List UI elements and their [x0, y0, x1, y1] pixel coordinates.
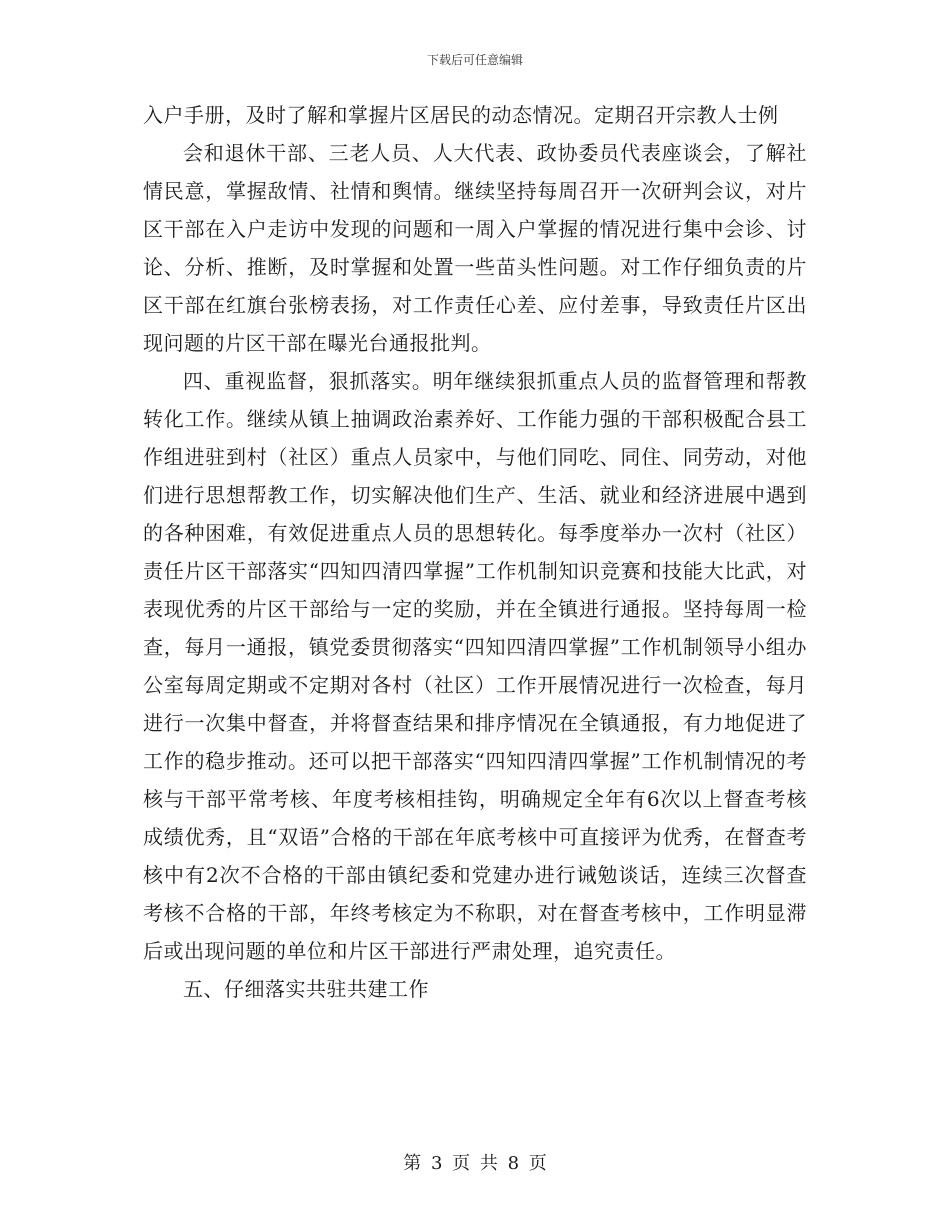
paragraph-section-five-heading: 五、仔细落实共驻共建工作 — [183, 977, 429, 1001]
paragraph-social-survey: 会和退休干部、三老人员、人大代表、政协委员代表座谈会，了解社情民意，掌握敌情、社情和舆情。继续坚持每周召开一次研判会议，对片区干部在入户走访中发现的问题和一周入户掌握的情况进行集中会诊、讨论、分析、推断，及时掌握和处置一些苗头性问题。对工作仔细负责的片区干部在红旗台张榜表扬，对工作责任心差、应付差事，导致责任片区出现问题的片区干部在曝光台通报批判。 — [143, 141, 807, 355]
page-header: 下载后可任意编辑 — [426, 53, 523, 67]
paragraph-section-four: 四、重视监督，狠抓落实。明年继续狠抓重点人员的监督管理和帮教转化工作。继续从镇上抽调政治素养好、工作能力强的干部积极配合县工作组进驻到村（社区）重点人员家中，与他们同吃、同住、同劳动，对他们进行思想帮教工作，切实解决他们生产、生活、就业和经济进展中遇到的各种困难，有效促进重点人员的思想转化。每季度举办一次村（社区）责任片区干部落实“四知四清四掌握”工作机制知识竞赛和技能大比武，对表现优秀的片区干部给与一定的奖励，并在全镇进行通报。坚持每周一检查，每月一通报，镇党委贯彻落实“四知四清四掌握”工作机制领导小组办公室每周定期或不定期对各村（社区）工作开展情况进行一次检查，每月进行一次集中督查，并将督查结果和排序情况在全镇通报，有力地促进了工作的稳步推动。还可以把干部落实“四知四清四掌握”工作机制情况的考核与干部平常考核、年度考核相挂钩，明确规定全年有6次以上督查考核成绩优秀，且“双语”合格的干部在年底考核中可直接评为优秀，在督查考核中有2次不合格的干部由镇纪委和党建办进行诫勉谈话，连续三次督查考核不合格的干部，年终考核定为不称职，对在督查考核中，工作明显滞后或出现问题的单位和片区干部进行严肃处理，追究责任。 — [143, 369, 807, 963]
paragraph-continuation: 入户手册，及时了解和掌握片区居民的动态情况。定期召开宗教人士例 — [143, 103, 779, 127]
page-number: 第 3 页 共 8 页 — [403, 1153, 547, 1174]
document-body — [143, 96, 807, 1008]
